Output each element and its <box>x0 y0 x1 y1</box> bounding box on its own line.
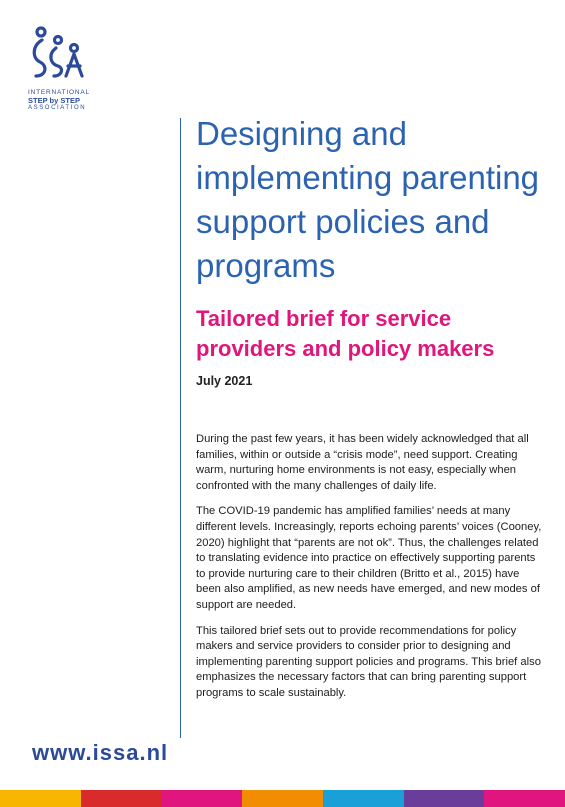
stripe-segment <box>161 790 242 807</box>
stripe-segment <box>323 790 404 807</box>
paragraph-1: During the past few years, it has been widely acknowledged that all families, within or outside a “crisis mode”, need support. Creating warm, nurturing home environments is not easy, especially when confronted with the many challenges of daily life. <box>196 433 529 492</box>
stripe-segment <box>404 790 485 807</box>
issa-logo-icon <box>28 24 88 88</box>
website-link[interactable]: www.issa.nl <box>32 740 169 765</box>
logo-wordmark <box>28 90 98 111</box>
document-title: Designing and implementing parenting support policies and programs <box>196 115 540 284</box>
logo-line2: STEP by STEP <box>28 95 80 105</box>
paragraph-3: This tailored brief sets out to provide recommendations for policy makers and service providers to consider prior to designing and implementing parenting support policies and programs. This brief also emphasizes the necessary factors that can bring parenting support programs to scale sustainably. <box>196 624 541 699</box>
stripe-segment <box>0 790 81 807</box>
color-stripe <box>0 790 565 807</box>
vertical-divider <box>180 118 181 738</box>
stripe-segment <box>242 790 323 807</box>
stripe-segment <box>484 790 565 807</box>
paragraph-2: The COVID-19 pandemic has amplified families’ needs at many different levels. Increasingly, reports echoing parents’ voices (Cooney, 2020) highlight that “parents are not ok”. Thus, the challenges related to translating evidence into practice on effectively supporting parents to provide nurturing care to their children (Britto et al., 2015) have been also amplified, as new needs have emerged, and new modes of support are needed. <box>196 505 542 611</box>
stripe-segment <box>81 790 162 807</box>
document-subtitle: Tailored brief for service providers and policy makers <box>196 306 495 361</box>
intro-text <box>196 432 546 712</box>
logo-line3: ASSOCIATION <box>28 104 87 111</box>
issa-logo <box>28 24 98 111</box>
logo-line1: INTERNATIONAL <box>28 89 90 96</box>
publication-date: July 2021 <box>196 374 253 388</box>
